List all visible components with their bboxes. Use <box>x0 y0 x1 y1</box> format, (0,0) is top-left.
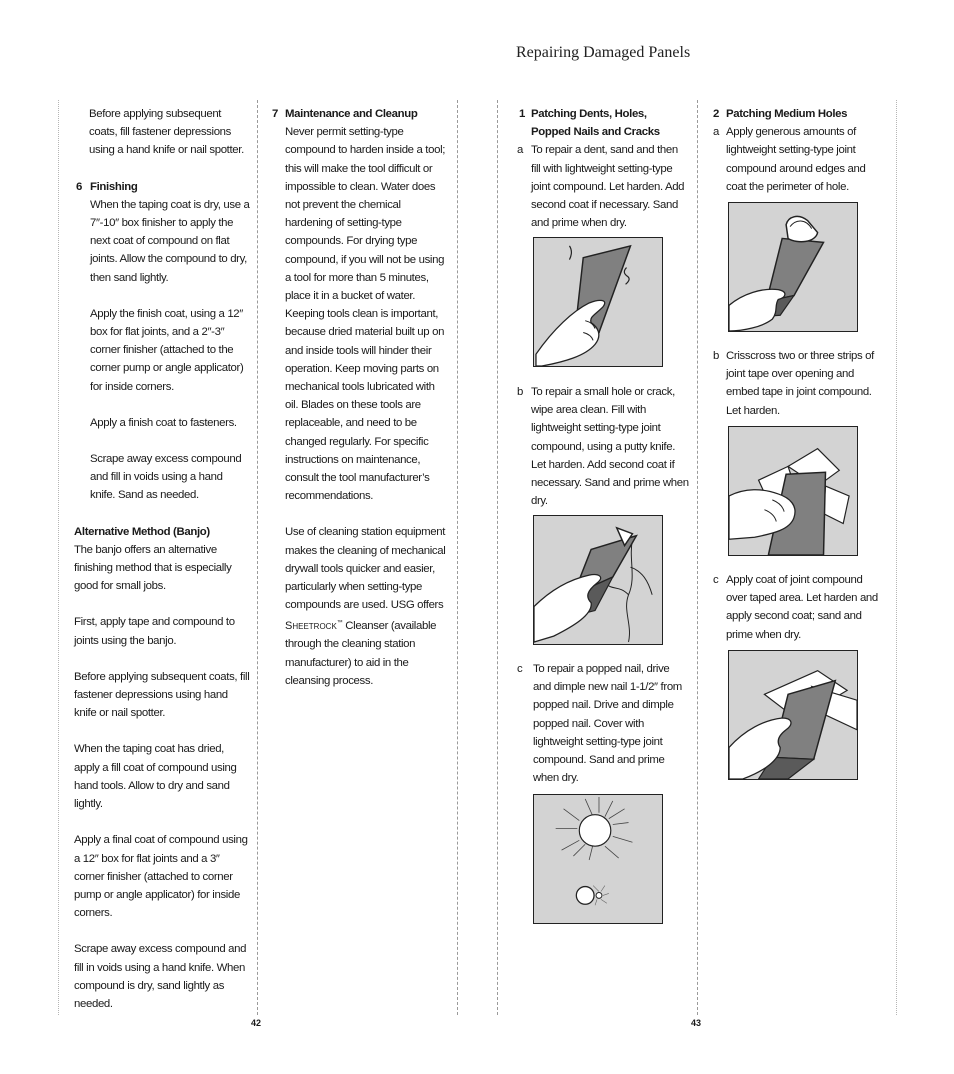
step-c-body <box>713 571 885 644</box>
step-b-body <box>517 383 689 510</box>
column-rule <box>697 100 698 1015</box>
step-c <box>517 660 689 805</box>
illustration-coat-taped-area <box>728 650 858 780</box>
step-label: a <box>517 144 523 157</box>
section-number: 1 <box>519 108 525 120</box>
step-label: a <box>713 126 719 139</box>
putty-knife-dent-drawing <box>534 238 662 366</box>
paragraph: Use of cleaning station equipment makes the cleaning of mechanical drywall tools quicker and easier, particularly when setting-type compounds are used. USG offers Sheetrock™ Cleanser (available through the cleaning station manufacturer) to aid in the cleansing process. <box>285 526 446 687</box>
paragraph: Never permit setting-type compound to harden inside a tool; this will make the tool difficult or impossible to clean. Water does not prevent the chemical hardening of setting-type compounds. For drying type compound, if you will not be using a tool for more than 5 minutes, place it in a bucket of water. Keeping tools clean is important, because dried material built up on and inside tools will hinder their operation. Keep moving parts on mechanical tools lubricated with oil. Blades on these tools are replaceable, and need to be changed regularly. For specific instructions on maintenance, consult the tool manufacturer’s recommendations. <box>285 126 446 503</box>
nail-dimples-drawing <box>534 795 662 923</box>
step-a <box>713 123 885 196</box>
step-text: Apply coat of joint compound over taped area. Let harden and apply second coat; sand and prime when dry. <box>726 574 878 641</box>
subsection-heading: Alternative Method (Banjo) <box>74 525 210 538</box>
intro-paragraph: Before applying subsequent coats, fill fastener depressions using a hand knife or nail spotter. <box>89 108 244 157</box>
section-number: 7 <box>272 108 278 120</box>
paragraph: Apply a final coat of compound using a 12″ box for flat joints and a 3″ corner finisher (attached to corner pump or angle applicator) for inside corners. <box>74 834 248 920</box>
trademark-symbol: ™ <box>336 620 343 627</box>
step-label: c <box>713 574 719 586</box>
illustration-crack-repair <box>533 515 663 645</box>
illustration-popped-nail <box>533 794 663 924</box>
step-text: To repair a small hole or crack, wipe area clean. Fill with lightweight setting-type joint compound, using a putty knife. Let harden. Add second coat if necessary. Sand and prime when dry. <box>531 386 689 508</box>
step-label: b <box>517 386 523 398</box>
step-b-body <box>713 347 885 420</box>
section-heading: Finishing <box>90 180 138 193</box>
step-text: To repair a dent, sand and then fill with lightweight setting-type joint compound. Let harden. Add second coat if necessary. Sand and prime when dry. <box>531 144 685 230</box>
paragraph: Before applying subsequent coats, fill fastener depressions using hand knife or nail spotter. <box>74 670 250 720</box>
paragraph: Apply the finish coat, using a 12″ box for flat joints, and a 2″-3″ corner finisher (attached to the corner pump or angle applicator) for inside corners. <box>90 307 244 393</box>
column-1 <box>74 105 250 1031</box>
paragraph: The banjo offers an alternative finishing method that is especially good for small jobs. <box>74 543 232 593</box>
step-text: Crisscross two or three strips of joint tape over opening and embed tape in joint compound. Let harden. <box>726 350 874 417</box>
paragraph: Apply a finish coat to fasteners. <box>90 416 237 429</box>
step-text: Apply generous amounts of lightweight setting-type joint compound around edges and coat the perimeter of hole. <box>726 126 866 193</box>
section-number: 2 <box>713 108 719 120</box>
step-c <box>713 571 885 662</box>
illustration-hole-compound <box>728 202 858 332</box>
step-b <box>713 347 885 438</box>
illustration-tape-crisscross <box>728 426 858 556</box>
knife-hole-drawing <box>729 203 857 331</box>
step-b <box>517 383 689 528</box>
section-heading: Patching Dents, Holes, Popped Nails and Cracks <box>531 108 660 139</box>
page-number-right: 43 <box>691 1018 702 1028</box>
column-3 <box>517 105 689 250</box>
putty-knife-crack-drawing <box>534 516 662 644</box>
brand-name: Sheetrock <box>285 620 337 633</box>
section-patching-medium-holes <box>713 105 885 123</box>
step-label: b <box>713 350 719 362</box>
column-rule <box>457 100 458 1015</box>
step-label: c <box>517 663 523 675</box>
paragraph: Scrape away excess compound and fill in voids using a hand knife. Sand as needed. <box>90 453 242 502</box>
column-2 <box>272 105 448 708</box>
tape-strips-drawing <box>729 427 857 555</box>
section-heading: Patching Medium Holes <box>726 108 848 120</box>
margin-rule-right <box>896 100 897 1015</box>
column-rule <box>497 100 498 1015</box>
coat-over-tape-drawing <box>729 651 857 779</box>
paragraph: Scrape away excess compound and fill in voids using a hand knife. When compound is dry, sand lightly as needed. <box>74 943 247 1010</box>
page-number-left: 42 <box>251 1018 262 1028</box>
column-4 <box>713 105 885 214</box>
step-a <box>517 141 689 232</box>
margin-rule-left <box>58 100 59 1015</box>
step-c-body <box>517 660 689 787</box>
section-finishing <box>74 178 250 505</box>
paragraph: When the taping coat has dried, apply a fill coat of compound using hand tools. Allow to dry and sand lightly. <box>74 743 237 811</box>
section-maintenance <box>272 105 448 690</box>
illustration-dent-repair <box>533 237 663 367</box>
section-patching-dents <box>517 105 689 141</box>
step-text: To repair a popped nail, drive and dimple new nail 1-1/2″ from popped nail. Drive and dimple popped nail. Cover with lightweight setting-type joint compound. Sand and prime when dry. <box>533 663 682 785</box>
section-heading: Maintenance and Cleanup <box>285 108 418 120</box>
paragraph: First, apply tape and compound to joints using the banjo. <box>74 616 235 647</box>
column-rule <box>257 100 258 1015</box>
section-number: 6 <box>76 180 82 193</box>
paragraph: When the taping coat is dry, use a 7″-10″ box finisher to apply the next coat of compound on flat joints. Allow the compound to dry, then sand lightly. <box>90 198 250 284</box>
running-header: Repairing Damaged Panels <box>516 44 691 61</box>
